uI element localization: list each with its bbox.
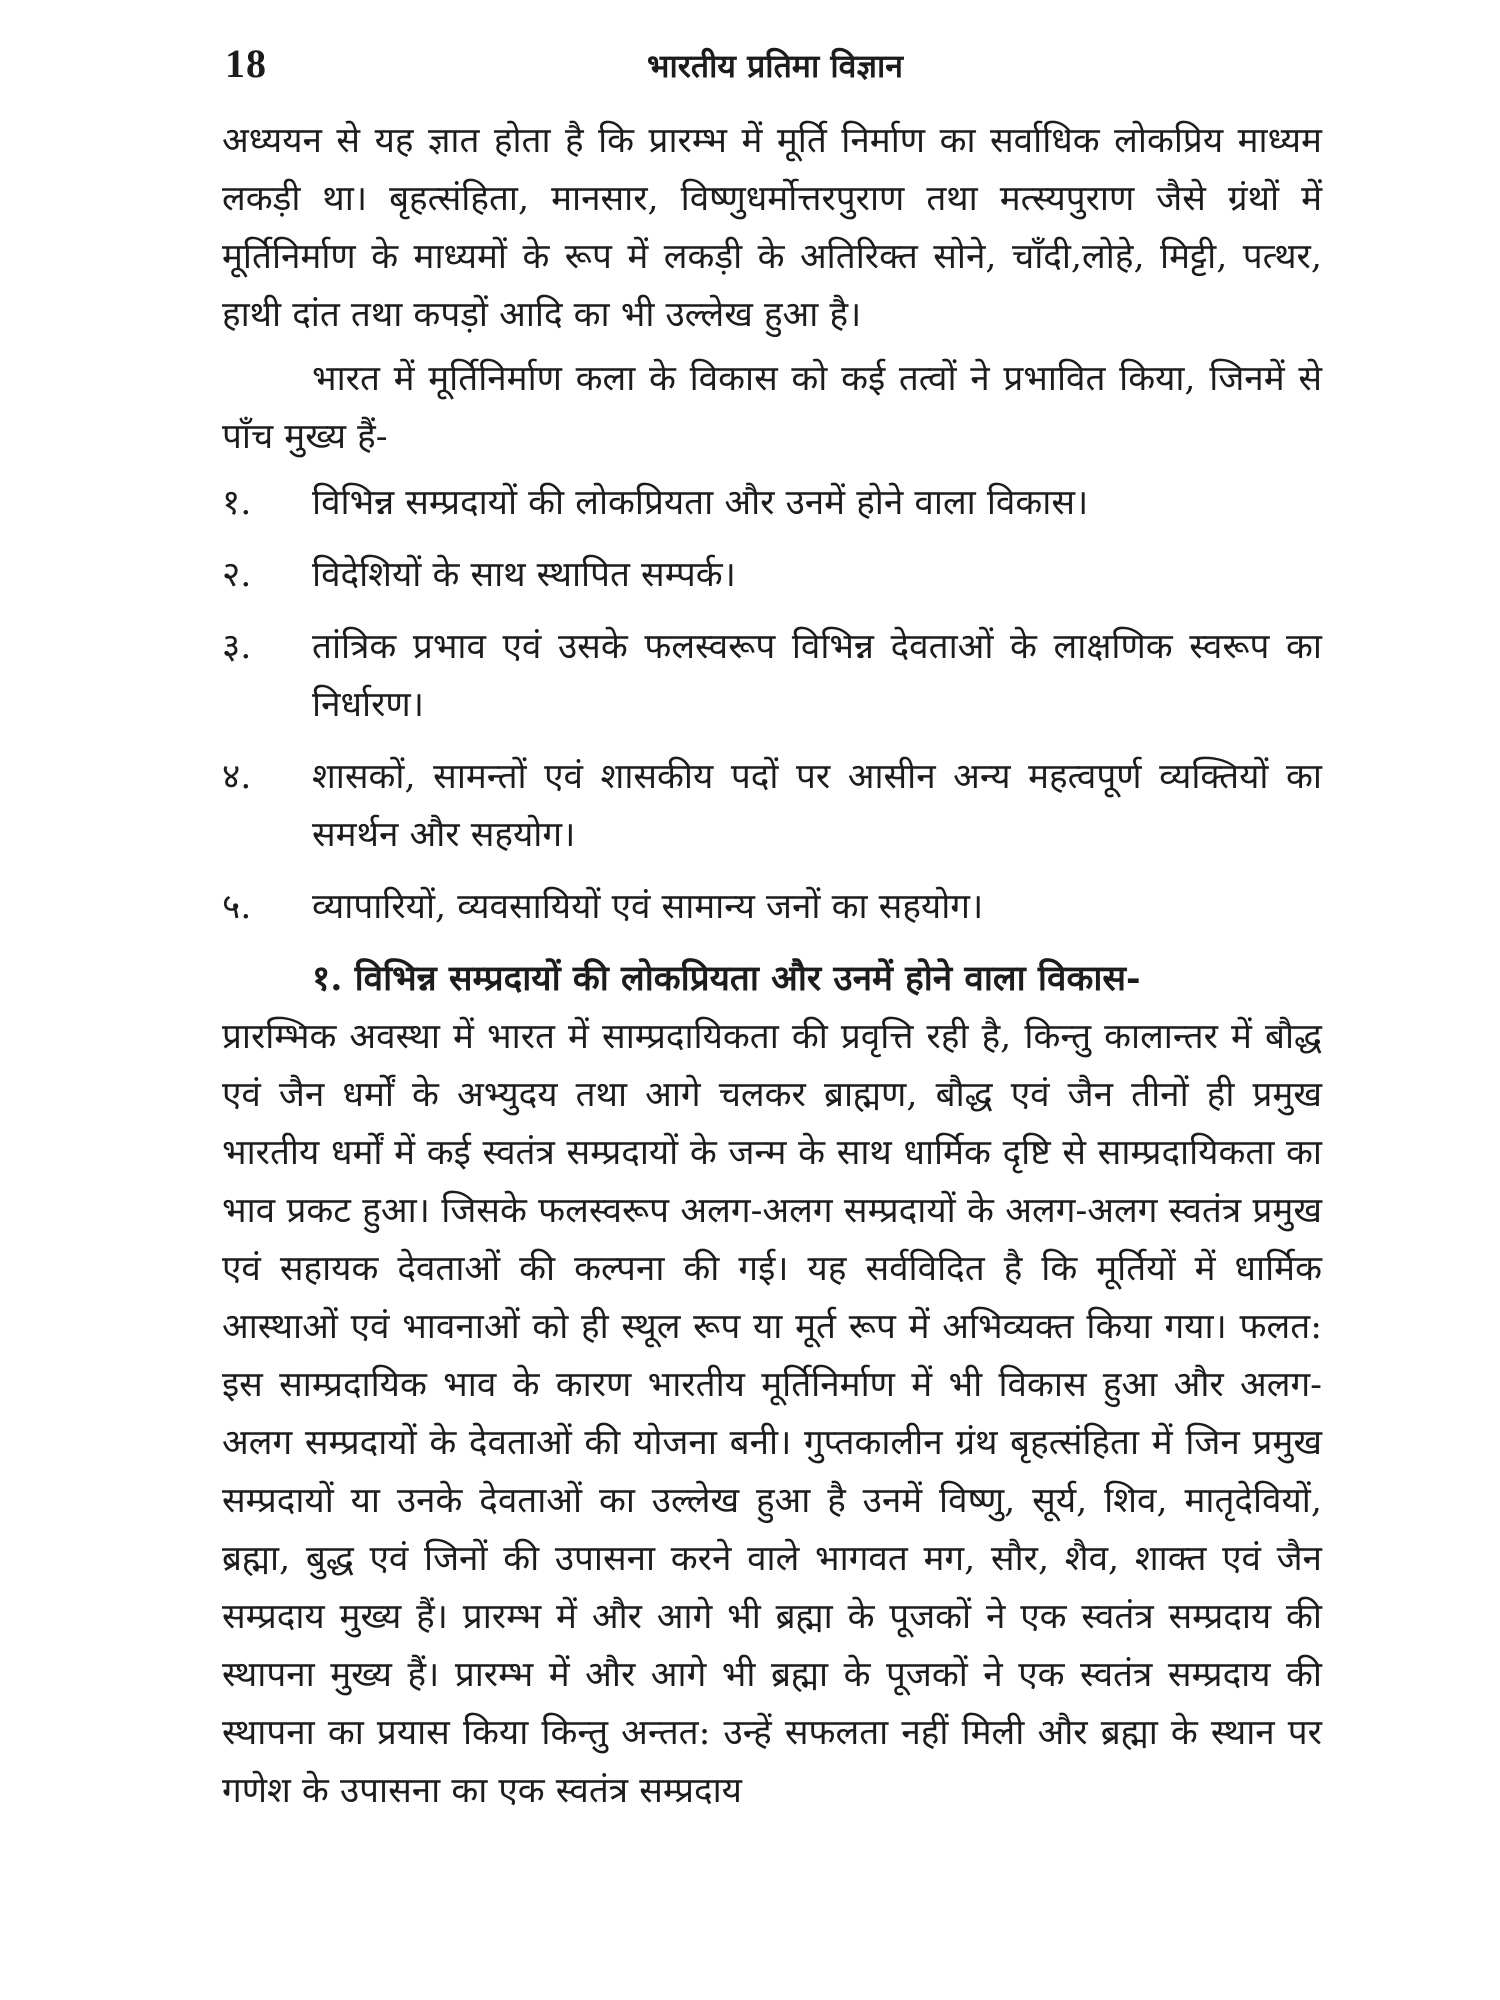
list-item-text: शासकों, सामन्तों एवं शासकीय पदों पर आसीन अन्य महत्वपूर्ण व्यक्तियों का समर्थन और सहयोग।	[312, 757, 1322, 855]
page-body	[222, 112, 1322, 1820]
intro-paragraph: अध्ययन से यह ज्ञात होता है कि प्रारम्भ में मूर्ति निर्माण का सर्वाधिक लोकप्रिय माध्यम लकड़ी था। बृहत्संहिता, मानसार, विष्णुधर्मोत्तरपुराण तथा मत्स्यपुराण जैसे ग्रंथों में मूर्तिनिर्माण के माध्यमों के रूप में लकड़ी के अतिरिक्त सोने, चाँदी,लोहे, मिट्टी, पत्थर, हाथी दांत तथा कपड़ों आदि का भी उल्लेख हुआ है।	[222, 121, 1322, 335]
list-item-number: ४.	[222, 757, 252, 797]
page-header	[225, 40, 1325, 100]
running-title: भारतीय प्रतिमा विज्ञान	[646, 47, 904, 85]
list-item-number: ५.	[222, 887, 252, 927]
section-1	[222, 950, 1322, 1820]
factors-intro-paragraph: भारत में मूर्तिनिर्माण कला के विकास को कई तत्वों ने प्रभावित किया, जिनमें से पाँच मुख्य हैं-	[222, 359, 1322, 457]
list-item-text: विभिन्न सम्प्रदायों की लोकप्रियता और उनमें होने वाला विकास।	[312, 483, 1089, 523]
list-item-number: २.	[222, 555, 252, 595]
section-heading: १. विभिन्न सम्प्रदायों की लोकप्रियता और उनमें होने वाला विकास-	[312, 958, 1141, 999]
factors-list	[222, 474, 1322, 936]
list-item-number: ३.	[222, 627, 252, 667]
list-item-number: १.	[222, 483, 252, 523]
page-number: 18	[225, 41, 267, 86]
list-item	[222, 546, 1322, 604]
list-item	[222, 474, 1322, 532]
list-item-text: व्यापारियों, व्यवसायियों एवं सामान्य जनों का सहयोग।	[312, 887, 984, 927]
list-item	[222, 618, 1322, 734]
list-item	[222, 748, 1322, 864]
list-item-text: विदेशियों के साथ स्थापित सम्पर्क।	[312, 555, 736, 595]
section-body: प्रारम्भिक अवस्था में भारत में साम्प्रदायिकता की प्रवृत्ति रही है, किन्तु कालान्तर में बौद्ध एवं जैन धर्मों के अभ्युदय तथा आगे चलकर ब्राह्मण, बौद्ध एवं जैन तीनों ही प्रमुख भारतीय धर्मों में कई स्वतंत्र सम्प्रदायों के जन्म के साथ धार्मिक दृष्टि से साम्प्रदायिकता का भाव प्रकट हुआ। जिसके फलस्वरूप अलग-अलग सम्प्रदायों के अलग-अलग स्वतंत्र प्रमुख एवं सहायक देवताओं की कल्पना की गई। यह सर्वविदित है कि मूर्तियों में धार्मिक आस्थाओं एवं भावनाओं को ही स्थूल रूप या मूर्त रूप में अभिव्यक्त किया गया। फलत: इस साम्प्रदायिक भाव के कारण भारतीय मूर्तिनिर्माण में भी विकास हुआ और अलग-अलग सम्प्रदायों के देवताओं की योजना बनी। गुप्तकालीन ग्रंथ बृहत्संहिता में जिन प्रमुख सम्प्रदायों या उनके देवताओं का उल्लेख हुआ है उनमें विष्णु, सूर्य, शिव, मातृदेवियों, ब्रह्मा, बुद्ध एवं जिनों की उपासना करने वाले भागवत मग, सौर, शैव, शाक्त एवं जैन सम्प्रदाय मुख्य हैं। प्रारम्भ में और आगे भी ब्रह्मा के पूजकों ने एक स्वतंत्र सम्प्रदाय की स्थापना मुख्य हैं। प्रारम्भ में और आगे भी ब्रह्मा के पूजकों ने एक स्वतंत्र सम्प्रदाय की स्थापना का प्रयास किया किन्तु अन्तत: उन्हें सफलता नहीं मिली और ब्रह्मा के स्थान पर गणेश के उपासना का एक स्वतंत्र सम्प्रदाय	[222, 1017, 1322, 1811]
list-item-text: तांत्रिक प्रभाव एवं उसके फलस्वरूप विभिन्न देवताओं के लाक्षणिक स्वरूप का निर्धारण।	[312, 627, 1322, 725]
list-item	[222, 878, 1322, 936]
